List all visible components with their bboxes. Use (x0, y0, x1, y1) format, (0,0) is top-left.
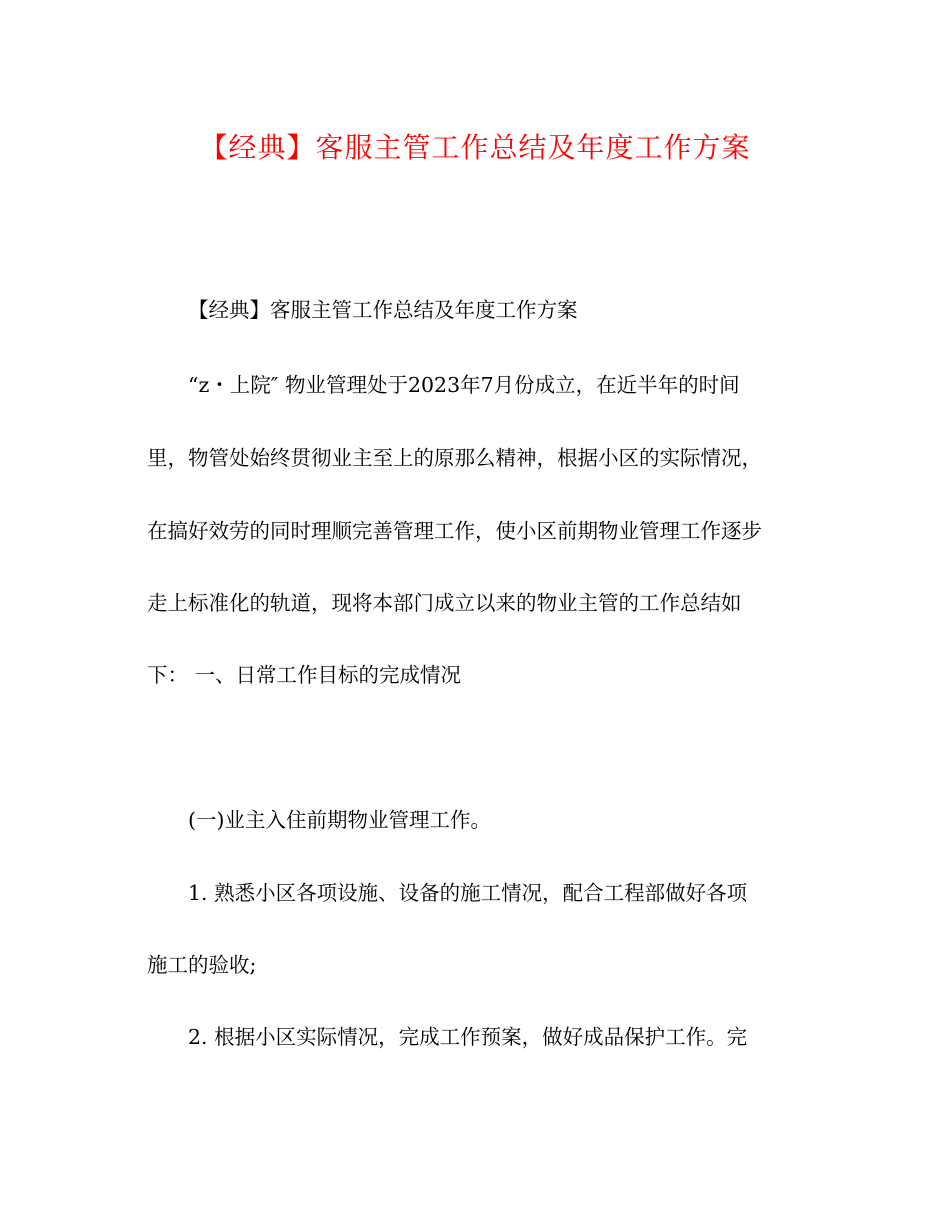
paragraph-line: 【经典】客服主管工作总结及年度工作方案 (188, 298, 578, 322)
paragraph-line: 2. 根据小区实际情况，完成工作预案，做好成品保护工作。完 (188, 1025, 748, 1049)
paragraph-line: 1. 熟悉小区各项设施、设备的施工情况，配合工程部做好各项 (188, 881, 748, 905)
paragraph-line: 在搞好效劳的同时理顺完善管理工作，使小区前期物业管理工作逐步 (147, 519, 762, 543)
paragraph-line: “z・上院″ 物业管理处于2023年7月份成立，在近半年的时间 (188, 373, 740, 397)
paragraph-line: 走上标准化的轨道，现将本部门成立以来的物业主管的工作总结如 (147, 591, 742, 615)
document-title: 【经典】客服主管工作总结及年度工作方案 (199, 131, 751, 164)
paragraph-line: (一)业主入住前期物业管理工作。 (188, 808, 491, 832)
paragraph-line: 施工的验收; (147, 953, 257, 977)
paragraph-line: 里，物管处始终贯彻业主至上的原那么精神，根据小区的实际情况， (147, 446, 762, 470)
paragraph-line: 下： 一、日常工作目标的完成情况 (147, 663, 462, 687)
